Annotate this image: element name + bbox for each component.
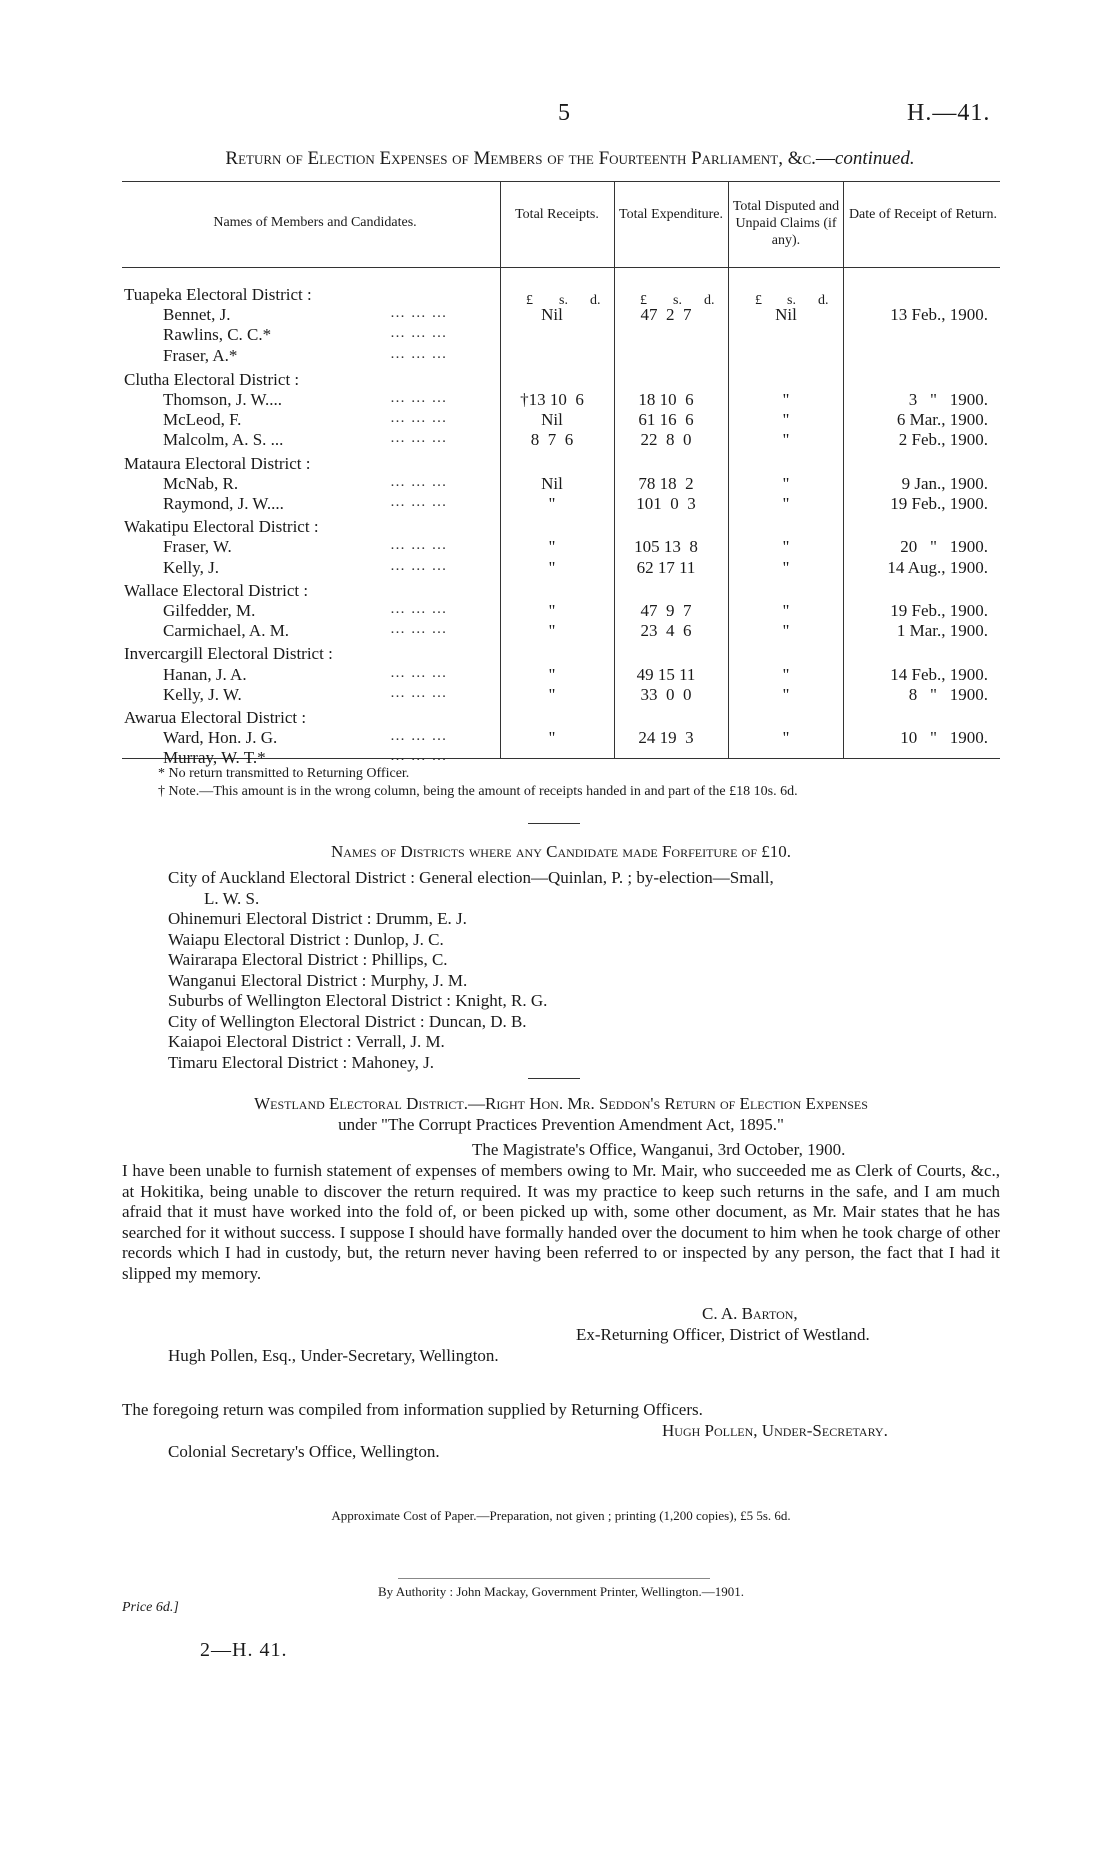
lsd-pound: £ [640, 293, 647, 308]
forfeiture-line: Waiapu Electoral District : Dunlop, J. C. [168, 929, 444, 949]
closing-statement: The foregoing return was compiled from information supplied by Returning Officers. [122, 1400, 703, 1419]
leader-dots: … … … [390, 601, 448, 617]
member-name: Kelly, J. [163, 557, 220, 577]
expenditure-cell: 47 2 7 [640, 305, 692, 325]
expenditure-cell: 61 16 6 [638, 410, 694, 430]
westland-dateline: The Magistrate's Office, Wanganui, 3rd October, 1900. [472, 1140, 846, 1159]
table-title-main: Return of Election Expenses of Members of the Fourteenth Parliament, &c.— [225, 148, 835, 169]
member-name: Thomson, J. W.... [163, 390, 283, 409]
claims-cell: " [782, 601, 790, 620]
closing-office: Colonial Secretary's Office, Wellington. [168, 1442, 440, 1461]
expenditure-cell: 62 17 11 [636, 557, 696, 577]
forfeiture-line: L. W. S. [204, 888, 260, 908]
leader-dots: … … … [390, 748, 448, 765]
member-name: Fraser, W. [163, 537, 232, 557]
col-divider-3 [728, 181, 729, 758]
claims-cell: " [782, 473, 790, 493]
claims-cell: " [782, 430, 790, 450]
table-header-rule [122, 267, 1000, 268]
expenditure-cell: 49 15 11 [636, 664, 696, 684]
district-name: Invercargill Electoral District : [124, 644, 333, 664]
expenditure-cell: 33 0 0 [640, 684, 692, 704]
leader-dots: … … … [390, 410, 448, 427]
claims-cell: " [782, 664, 790, 684]
member-name: Ward, Hon. J. G. [163, 728, 278, 748]
member-name: Fraser, A.* [163, 345, 238, 365]
forfeiture-title: Names of Districts where any Candidate made Forfeiture of £10. [330, 842, 792, 861]
date-cell: 10 " 1900. [900, 728, 988, 748]
westland-signature: C. A. Barton, [702, 1304, 798, 1323]
district-name: Wakatipu Electoral District : [124, 517, 319, 537]
date-cell: 9 Jan., 1900. [901, 473, 988, 493]
receipts-cell: " [548, 601, 556, 620]
expenditure-cell: 23 4 6 [640, 621, 692, 641]
receipts-cell: " [548, 557, 556, 577]
forfeiture-line: City of Wellington Electoral District : Duncan, D. B. [168, 1011, 527, 1031]
receipts-cell: " [548, 621, 556, 641]
footnote-asterisk: * No return transmitted to Returning Officer. [158, 766, 410, 781]
expenditure-cell: 78 18 2 [638, 473, 694, 493]
receipts-cell: " [548, 728, 556, 748]
claims-cell: " [782, 684, 790, 704]
header-date: Date of Receipt of Return. [848, 207, 998, 222]
date-cell: 19 Feb., 1900. [890, 494, 988, 513]
forfeiture-line: Suburbs of Wellington Electoral District : Knight, R. G. [168, 991, 548, 1010]
date-cell: 1 Mar., 1900. [896, 621, 988, 641]
expenditure-cell: 24 19 3 [638, 728, 694, 748]
lsd-pence: d. [704, 293, 715, 308]
date-cell: 2 Feb., 1900. [898, 430, 988, 450]
westland-signature-title: Ex-Returning Officer, District of Westland. [576, 1325, 870, 1344]
member-name: Malcolm, A. S. ... [163, 430, 284, 450]
leader-dots: … … … [390, 473, 448, 490]
date-cell: 8 " 1900. [908, 684, 988, 704]
header-expenditure: Total Expenditure. [619, 207, 723, 222]
date-cell: 13 Feb., 1900. [890, 305, 988, 325]
printer-authority: By Authority : John Mackay, Government Printer, Wellington.—1901. [377, 1584, 744, 1599]
leader-dots: … … … [390, 728, 448, 745]
member-name: Gilfedder, M. [163, 601, 256, 620]
table-title-continued: continued. [834, 148, 915, 169]
forfeiture-line: Kaiapoi Electoral District : Verrall, J. M. [168, 1032, 445, 1051]
forfeiture-line: Ohinemuri Electoral District : Drumm, E. J. [168, 909, 467, 928]
district-name: Mataura Electoral District : [124, 453, 311, 473]
member-name: McLeod, F. [163, 410, 242, 430]
member-name: Bennet, J. [163, 305, 231, 325]
lsd-pence: d. [818, 293, 829, 308]
claims-cell: Nil [775, 305, 797, 325]
leader-dots: … … … [390, 305, 448, 322]
leader-dots: … … … [390, 430, 448, 447]
claims-cell: " [782, 410, 790, 430]
westland-addressee: Hugh Pollen, Esq., Under-Secretary, Wellington. [168, 1346, 499, 1365]
leader-dots: … … … [390, 390, 448, 406]
expenditure-cell: 18 10 6 [638, 390, 694, 409]
expenditure-cell: 105 13 8 [634, 537, 698, 557]
date-cell: 6 Mar., 1900. [896, 410, 988, 430]
date-cell: 14 Aug., 1900. [887, 557, 988, 577]
member-name: Carmichael, A. M. [163, 621, 290, 641]
receipts-cell: " [548, 537, 556, 557]
claims-cell: " [782, 557, 790, 577]
member-name: Raymond, J. W.... [163, 494, 284, 513]
member-name: Murray, W. T.* [163, 748, 266, 768]
date-cell: 14 Feb., 1900. [890, 664, 988, 684]
table-top-rule [122, 181, 1000, 182]
member-name: McNab, R. [163, 473, 239, 493]
page-number: 5 [558, 100, 570, 126]
date-cell: 19 Feb., 1900. [890, 601, 988, 620]
leader-dots: … … … [390, 537, 448, 554]
forfeiture-line: City of Auckland Electoral District : General election—Quinlan, P. ; by-election—Small, [168, 868, 774, 887]
receipts-cell: Nil [541, 473, 563, 493]
receipts-cell: " [548, 664, 556, 684]
cost-of-paper: Approximate Cost of Paper.—Preparation, not given ; printing (1,200 copies), £5 5s. 6d. [331, 1508, 791, 1523]
imprint-rule [398, 1578, 710, 1579]
header-names: Names of Members and Candidates. [213, 215, 417, 230]
westland-heading: Westland Electoral District.—Right Hon. Mr. Seddon's Return of Election Expenses [254, 1094, 868, 1113]
forfeiture-line: Timaru Electoral District : Mahoney, J. [168, 1052, 434, 1072]
footnote-dagger: † Note.—This amount is in the wrong column, being the amount of receipts handed in and part of the £18 10s. 6d. [158, 784, 798, 799]
lsd-shilling: s. [787, 293, 796, 308]
lsd-shilling: s. [673, 293, 682, 308]
member-name: Rawlins, C. C.* [163, 325, 272, 345]
col-divider-4 [843, 181, 844, 758]
receipts-cell: †13 10 6 [520, 390, 584, 409]
document-reference: H.—41. [907, 100, 991, 126]
receipts-cell: Nil [541, 410, 563, 430]
section-divider [528, 1078, 580, 1079]
price: Price 6d.] [122, 1600, 179, 1615]
lsd-pound: £ [526, 293, 533, 308]
leader-dots: … … … [390, 684, 448, 701]
receipts-cell: " [548, 494, 556, 513]
member-name: Kelly, J. W. [163, 684, 242, 704]
leader-dots: … … … [390, 345, 448, 362]
district-name: Wallace Electoral District : [124, 580, 309, 600]
westland-heading-act: under "The Corrupt Practices Prevention Amendment Act, 1895." [338, 1115, 784, 1134]
table-title [140, 148, 1000, 170]
forfeiture-line: Wairarapa Electoral District : Phillips, C. [168, 950, 448, 969]
receipts-cell: 8 7 6 [530, 430, 574, 450]
westland-letter-body: I have been unable to furnish statement of expenses of members owing to Mr. Mair, who succeeded me as Clerk of Courts, &c., at Hokitika, being unable to discover the return required. It was my practice to keep such returns in the safe, and I am much afraid that it must have worked into the fold of, or been picked up with, some other document, as Mr. Mair states that he has searched for it without success. I suppose I should have formally handed over the document to him when he took charge of other records which I had in custody, but, the return never having been referred to or inspected by any person, the fact that I had it slipped my memory. [122, 1161, 1000, 1283]
leader-dots: … … … [390, 557, 448, 574]
closing-signed: Hugh Pollen, Under-Secretary. [662, 1421, 888, 1440]
claims-cell: " [782, 621, 790, 641]
leader-dots: … … … [390, 325, 448, 342]
expenditure-cell: 22 8 0 [640, 430, 692, 450]
col-divider-1 [500, 181, 501, 758]
leader-dots: … … … [390, 664, 448, 681]
expenditure-cell: 47 9 7 [640, 601, 692, 620]
forfeiture-line: Wanganui Electoral District : Murphy, J. M. [168, 970, 468, 990]
header-receipts: Total Receipts. [515, 207, 599, 222]
district-name: Awarua Electoral District : [124, 708, 307, 727]
claims-cell: " [782, 728, 790, 748]
lsd-shilling: s. [559, 293, 568, 308]
district-name: Tuapeka Electoral District : [124, 285, 312, 304]
lsd-pence: d. [590, 293, 601, 308]
section-divider [528, 823, 580, 824]
receipts-cell: Nil [541, 305, 563, 325]
claims-cell: " [782, 390, 790, 409]
date-cell: 3 " 1900. [908, 390, 988, 409]
leader-dots: … … … [390, 621, 448, 638]
claims-cell: " [782, 537, 790, 557]
col-divider-2 [614, 181, 615, 758]
expenditure-cell: 101 0 3 [636, 494, 696, 513]
header-claims: Total Disputed and Unpaid Claims (if any). [732, 199, 840, 248]
signature-mark: 2—H. 41. [200, 1639, 288, 1661]
leader-dots: … … … [390, 494, 448, 510]
lsd-pound: £ [755, 293, 762, 308]
claims-cell: " [782, 494, 790, 513]
member-name: Hanan, J. A. [163, 664, 247, 684]
receipts-cell: " [548, 684, 556, 704]
date-cell: 20 " 1900. [900, 537, 988, 557]
district-name: Clutha Electoral District : [124, 369, 300, 389]
